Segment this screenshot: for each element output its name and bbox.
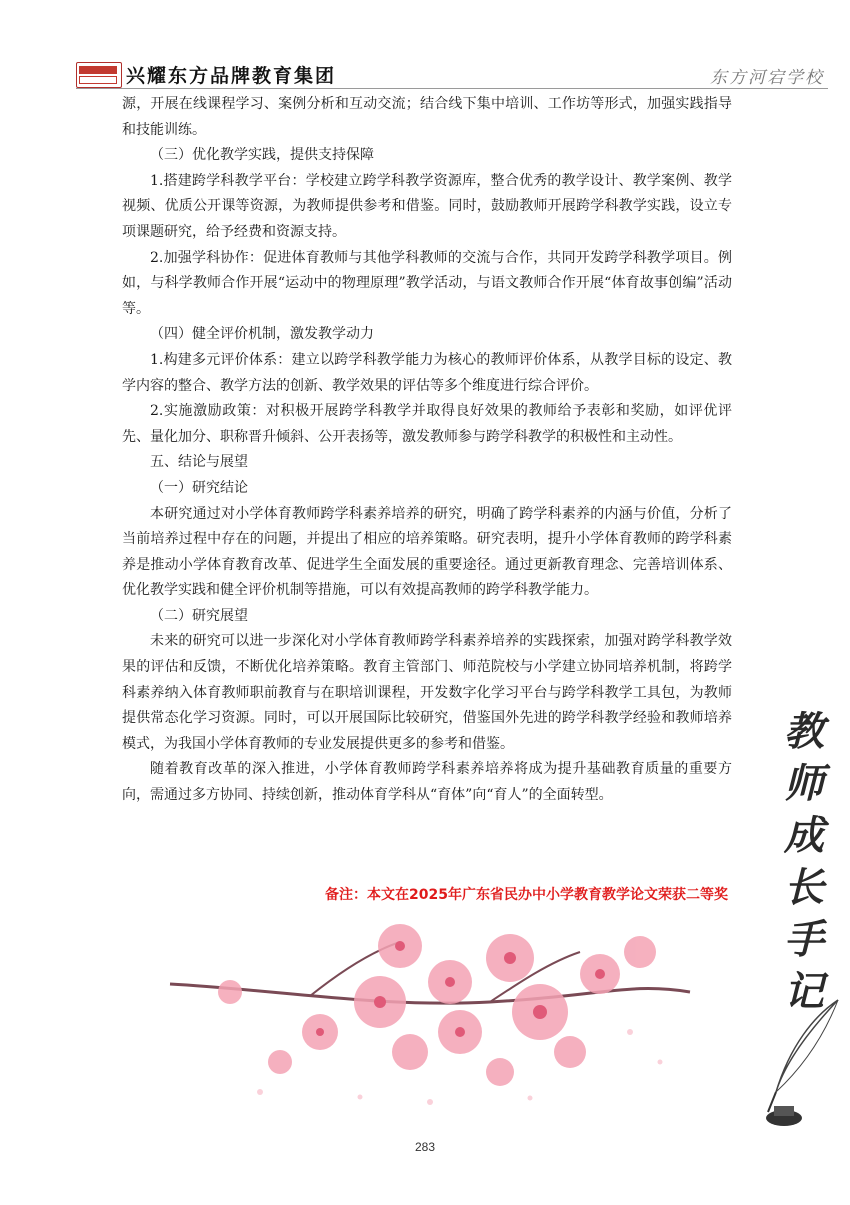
paragraph: 未来的研究可以进一步深化对小学体育教师跨学科素养培养的实践探索，加强对跨学科教学效果的评估和反馈，不断优化培养策略。教育主管部门、师范院校与小学建立协同培养机制，将跨学科素养纳入体育教师职前教育与在职培训课程，开发数字化学习平台与跨学科教学工具包，为教师提供常态化学习资源。同时，可以开展国际比较研究，借鉴国外先进的跨学科教学经验和教师培养模式，为我国小学体育教师的专业发展提供更多的参考和借鉴。 [122, 633, 732, 752]
calligraphy-char: 成 [784, 812, 824, 859]
article-body [122, 92, 732, 809]
page-number: 283 [414, 1140, 436, 1154]
page-header [76, 58, 828, 90]
section-heading: （二）研究展望 [150, 607, 248, 624]
calligraphy-char: 教 [784, 708, 824, 755]
calligraphy-char: 记 [784, 968, 824, 1015]
school-logo [76, 62, 122, 88]
blossom-illustration [160, 912, 700, 1112]
paragraph: 源，开展在线课程学习、案例分析和互动交流；结合线下集中培训、工作坊等形式，加强实践指导和技能训练。 [122, 96, 732, 138]
header-divider [76, 88, 828, 89]
paragraph: 2.加强学科协作：促进体育教师与其他学科教师的交流与合作，共同开发跨学科教学项目。例如，与科学教师合作开展“运动中的物理原理”教学活动，与语文教师合作开展“体育故事创编”活动等。 [122, 249, 732, 317]
paragraph: 随着教育改革的深入推进，小学体育教师跨学科素养培养将成为提升基础教育质量的重要方向，需通过多方协同、持续创新，推动体育学科从“育体”向“育人”的全面转型。 [122, 761, 732, 804]
section-heading: （四）健全评价机制，激发教学动力 [150, 326, 374, 343]
chapter-heading: 五、结论与展望 [150, 454, 248, 471]
section-heading: （三）优化教学实践，提供支持保障 [150, 147, 374, 164]
paragraph: 1.搭建跨学科教学平台：学校建立跨学科教学资源库，整合优秀的教学设计、教学案例、教学视频、优质公开课等资源，为教师提供参考和借鉴。同时，鼓励教师开展跨学科教学实践，设立专项课题研究，给予经费和资源支持。 [122, 172, 732, 240]
paragraph: 本研究通过对小学体育教师跨学科素养培养的研究，明确了跨学科素养的内涵与价值，分析了当前培养过程中存在的问题，并提出了相应的培养策略。研究表明，提升小学体育教师的跨学科素养是推动小学体育教育改革、促进学生全面发展的重要途径。通过更新教育理念、完善培训体系、优化教学实践和健全评价机制等措施，可以有效提高教师的跨学科教学能力。 [122, 505, 732, 599]
vertical-calligraphy [774, 706, 834, 1018]
section-heading: （一）研究结论 [150, 479, 248, 496]
calligraphy-char: 长 [784, 864, 824, 911]
calligraphy-char: 手 [784, 916, 824, 963]
calligraphy-char: 师 [784, 760, 824, 807]
award-note: 备注：本文在2025年广东省民办中小学教育教学论文荣获二等奖 [325, 887, 728, 903]
quill-icon [754, 996, 850, 1132]
paragraph: 2.实施激励政策：对积极开展跨学科教学并取得良好效果的教师给予表彰和奖励，如评优评先、量化加分、职称晋升倾斜、公开表扬等，激发教师参与跨学科教学的积极性和主动性。 [122, 403, 732, 445]
school-name: 东方河宕学校 [710, 68, 824, 88]
paragraph: 1.构建多元评价体系：建立以跨学科教学能力为核心的教师评价体系，从教学目标的设定、教学内容的整合、教学方法的创新、教学效果的评估等多个维度进行综合评价。 [122, 351, 732, 394]
group-name: 兴耀东方品牌教育集团 [126, 65, 337, 87]
